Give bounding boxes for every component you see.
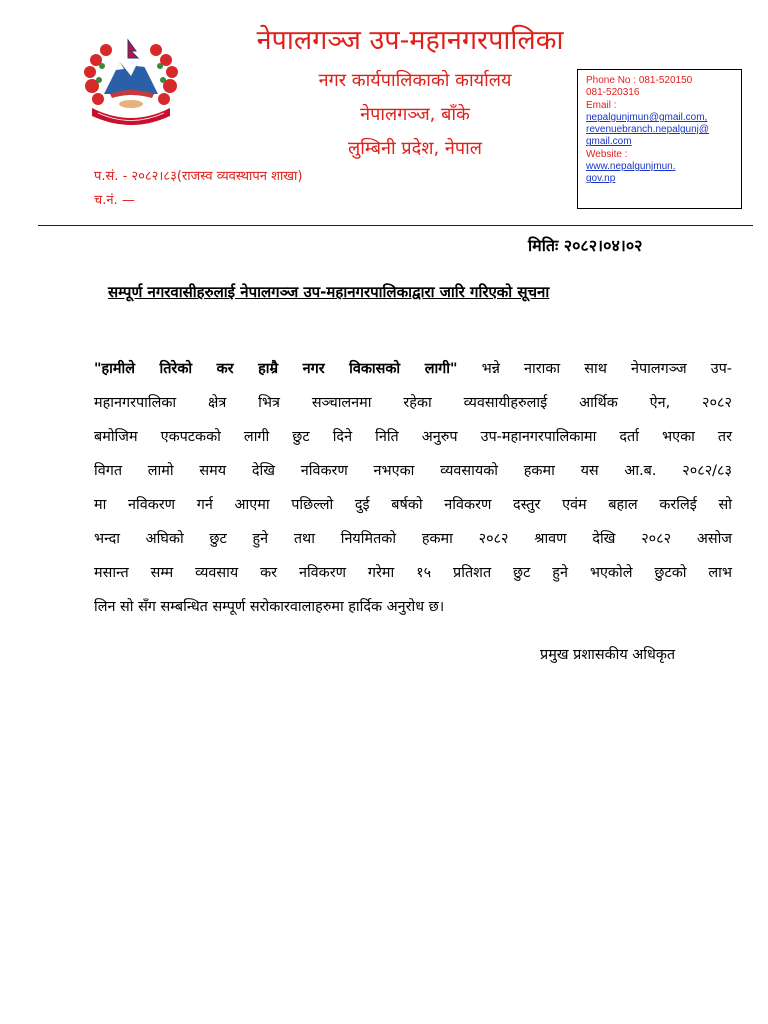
phone-line-2: 081-520316 xyxy=(586,87,640,99)
email-link-2[interactable]: revenuebranch.nepalgunj@ xyxy=(586,124,710,136)
body-line-6: भन्दा अघिको छुट हुने तथा नियमितको हकमा २०८२ श्रावण देखि २०८२ असोज xyxy=(94,531,732,547)
phone-line-1: Phone No : 081-520150 xyxy=(586,75,693,86)
body-line-5: मा नविकरण गर्न आएमा पछिल्लो दुई बर्षको नविकरण दस्तुर एवंम बहाल करलिई सो xyxy=(94,497,732,513)
body-line-4: विगत लामो समय देखि नविकरण नभएका व्यवसायको हकमा यस आ.ब. २०८२/८३ xyxy=(94,463,732,479)
signatory-title: प्रमुख प्रशासकीय अधिकृत xyxy=(540,647,676,663)
body-line-7: मसान्त सम्म व्यवसाय कर नविकरण गरेमा १५ प्रतिशत छुट हुने भएकोले छुटको लाभ xyxy=(94,565,732,581)
body-line-1 xyxy=(94,352,732,386)
contact-box xyxy=(577,69,742,209)
email-link-2-cont[interactable]: gmail.com xyxy=(586,136,632,148)
website-link-cont[interactable]: gov.np xyxy=(586,173,616,185)
website-label: Website : xyxy=(586,148,628,160)
notice-date: मितिः २०८२।०४।०२ xyxy=(528,236,643,255)
notice-body xyxy=(94,352,732,624)
dispatch-number: च.नं. — xyxy=(94,193,135,208)
body-line-2: महानगरपालिका क्षेत्र भित्र सञ्चालनमा रहेका व्यवसायीहरुलाई आर्थिक ऐन, २०८२ xyxy=(94,395,732,411)
website-link[interactable]: www.nepalgunjmun. xyxy=(586,161,676,173)
slogan: "हामीले तिरेको कर हाम्रै नगर विकासको लागी" xyxy=(94,361,458,377)
office-name: नेपालगञ्ज उप-महानगरपालिका xyxy=(256,25,564,56)
email-label: Email : xyxy=(586,99,617,111)
nepal-emblem-icon xyxy=(78,36,184,126)
office-line-2: नेपालगञ्ज, बाँके xyxy=(360,104,470,125)
office-line-1: नगर कार्यपालिकाको कार्यालय xyxy=(318,70,512,91)
body-line-8: लिन सो सँग सम्बन्धित सम्पूर्ण सरोकारवालाहरुमा हार्दिक अनुरोध छ। xyxy=(94,599,445,615)
body-line-1-rest: भन्ने नाराका साथ नेपालगञ्ज उप- xyxy=(457,361,732,377)
office-line-3: लुम्बिनी प्रदेश, नेपाल xyxy=(348,138,482,159)
header-divider xyxy=(38,225,753,226)
body-line-3: बमोजिम एकपटकको लागी छुट दिने निति अनुरुप उप-महानगरपालिकामा दर्ता भएका तर xyxy=(94,429,732,445)
notice-heading: सम्पूर्ण नगरवासीहरुलाई नेपालगञ्ज उप-महानगरपालिकाद्वारा जारि गरिएको सूचना xyxy=(108,283,550,301)
reference-number: प.सं. - २०८२।८३(राजस्व व्यवस्थापन शाखा) xyxy=(94,169,303,184)
email-link-1[interactable]: nepalgunjmun@gmail.com, xyxy=(586,111,708,123)
